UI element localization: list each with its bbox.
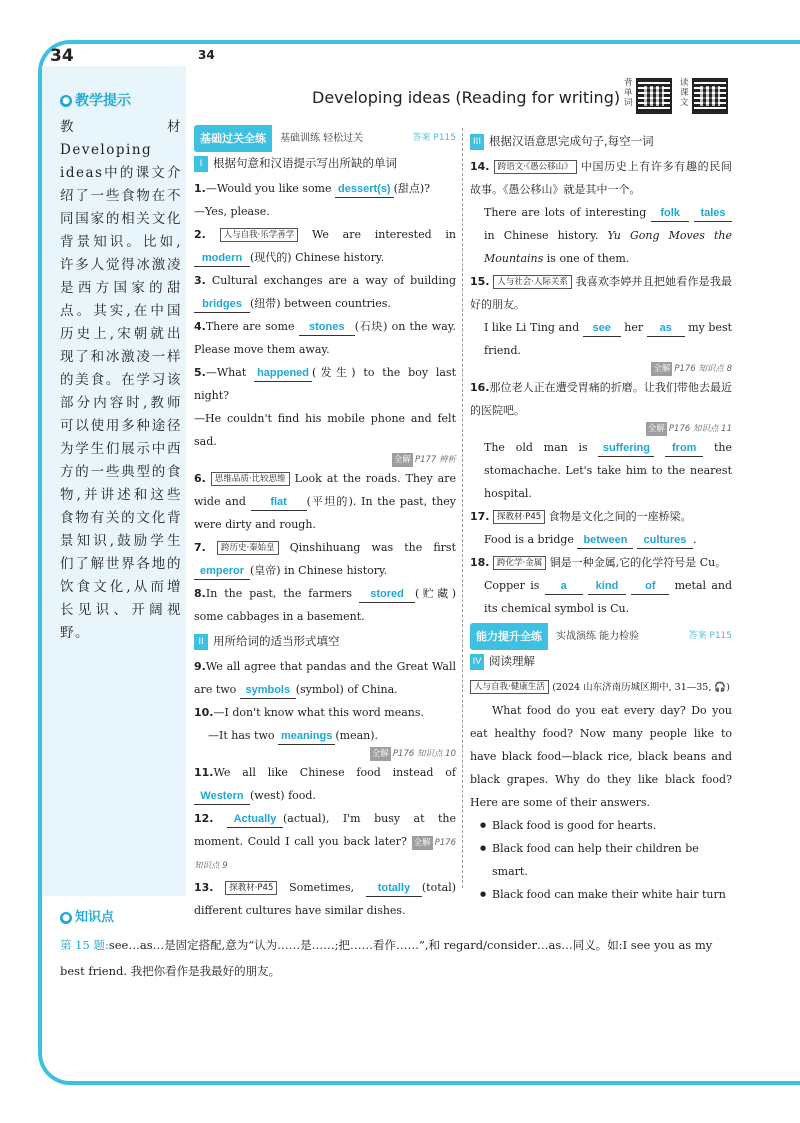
lesson-title: Developing ideas (Reading for writing): [312, 88, 621, 107]
answer-blank[interactable]: kind: [588, 578, 626, 595]
question-10: 10.—I don't know what this word means.: [194, 706, 425, 719]
question-18: 18. 跨化学·金属 铜是一种金属,它的化学符号是 Cu。: [470, 556, 727, 569]
topic-tag: 跨历史·秦始皇: [217, 541, 279, 555]
question-5: 5.—What happened (发生) to the boy last night?: [194, 366, 457, 402]
topic-tag: 人与自我·乐学善学: [220, 228, 299, 242]
left-column: 基础过关全练 基础训练 轻松过关 答案 P115 I 根据句意和汉语提示写出所缺的单词 1.—Would you like some dessert(s) (甜点)? —Yes, please. 2. 人与自我·乐学善学 We are interested in modern (现代的) Chinese history. 3. Cultural exchanges are a way of building bridges (纽带) between countries. 4.There are some stones (石块) on the way. Please move them away. 5.—What happened (发生) to the boy last night? —He couldn't find his mobile phone and felt sad. 全解 P177 辨析 6. 思维品质·比较思维 Look at the roads. They are wide and flat (平坦的). In the past, they were dirty and rough. 7. 跨历史·秦始皇 Qinshihuang was the first emperor (皇帝) in Chinese history. 8.In the past, the farmers stored (贮藏) some cabbages in a basement. II 用所给词的适当形式填空 9.We all agree that pandas and the Great Wall are two symbols (symbol) of China. 10.—I don't know what this word means. —It has two meanings (mean). 全解 P176 知识点 10 11.We all like Chinese food instead of Western (west) food. 12. Actually (actual), I'm busy at the moment. Could I call you back later? 全解 P176 知识点 9 13. 探教材·P45 Sometimes, totally (total) different cultures have similar dishes.: [194, 128, 456, 922]
list-item: ● Black food can make their white hair turn: [470, 883, 732, 906]
reading-source: 人与自我·健康生活 (2024 山东济南历城区期中, 31—35, 🎧): [470, 675, 732, 699]
teaching-tip-text: 教材 Developing ideas中的课文介绍了一些食物在不同国家的相关文化背景知识。比如,许多人觉得冰激凌是西方国家的甜点。其实,在中国历史上,宋朝就出现了和冰激凌一样的美食。在学习该部分内容时,教师可以使用多种途径为学生们展示中西方的一些典型的食物,并讲述和这些食物有关的文化背景知识,鼓励学生们了解世界各地的饮食文化,从而增长见识、开阔视野。: [60, 119, 182, 641]
answer-blank[interactable]: stored: [359, 586, 415, 603]
question-6: 6. 思维品质·比较思维 Look at the roads. They are wide and flat (平坦的). In the past, they were dirty and rough.: [194, 472, 457, 531]
answer-blank[interactable]: see: [583, 320, 621, 337]
section-3-heading: III 根据汉语意思完成句子,每空一词: [470, 130, 732, 153]
question-8: 8.In the past, the farmers stored (贮藏) some cabbages in a basement.: [194, 587, 456, 623]
answer-blank[interactable]: totally: [366, 880, 422, 897]
qr-code-text-icon[interactable]: [692, 78, 728, 114]
question-2: 2. 人与自我·乐学善学 We are interested in modern (现代的) Chinese history.: [194, 223, 456, 269]
knowledge-point-title: ● 知识点: [60, 906, 114, 925]
reference-note: 全解 P176 知识点 11: [647, 424, 732, 434]
answer-blank[interactable]: dessert(s): [335, 181, 394, 198]
qr-label-vocab: 背单词: [624, 78, 633, 108]
answer-blank[interactable]: modern: [194, 250, 250, 267]
answer-blank[interactable]: symbols: [240, 682, 296, 699]
question-13: 13. 探教材·P45 Sometimes, totally (total) different cultures have similar dishes.: [194, 881, 457, 917]
topic-tag: 人与自我·健康生活: [470, 680, 549, 694]
answer-blank[interactable]: meanings: [278, 728, 335, 745]
page-number: 34: [198, 48, 215, 62]
qr-label-text: 读课文: [680, 78, 689, 108]
reference-note: 全解 P176 知识点 9: [194, 838, 456, 871]
topic-tag: 人与社会·人际关系: [493, 275, 572, 289]
topic-tag: 探教材·P45: [493, 510, 545, 524]
answer-blank[interactable]: as: [647, 320, 685, 337]
section-4-heading: IV 阅读理解: [470, 650, 732, 673]
question-1: 1.—Would you like some dessert(s) (甜点)?: [194, 177, 456, 200]
topic-tag: 思维品质·比较思维: [211, 472, 290, 486]
answer-blank[interactable]: emperor: [194, 563, 250, 580]
question-16: 16.那位老人正在遭受胃痛的折磨。让我们带他去最近的医院吧。: [470, 381, 732, 417]
question-17: 17. 探教材·P45 食物是文化之间的一座桥梁。: [470, 510, 692, 523]
answer-blank[interactable]: tales: [694, 205, 732, 222]
reference-note: 全解 P177 辨析: [393, 455, 456, 465]
answer-blank[interactable]: happened: [254, 365, 312, 382]
question-11: 11.We all like Chinese food instead of Western (west) food.: [194, 761, 456, 807]
knowledge-point-text: 第 15 题:see…as…是固定搭配,意为“认为……是……;把……看作……”,和 regard/consider…as…同义。如:I see you as my best friend. 我把你看作是我最好的朋友。: [60, 938, 713, 978]
reference-note: 全解 P176 知识点 10: [371, 749, 456, 759]
answer-blank[interactable]: of: [631, 578, 669, 595]
question-3: 3. Cultural exchanges are a way of building bridges (纽带) between countries.: [194, 269, 456, 315]
question-7: 7. 跨历史·秦始皇 Qinshihuang was the first emperor (皇帝) in Chinese history.: [194, 536, 456, 582]
answer-blank[interactable]: flat: [251, 494, 307, 511]
topic-tag: 跨化学·金属: [493, 556, 546, 570]
question-12: 12. Actually (actual), I'm busy at the moment. Could I call you back later? 全解 P176 知识点 9: [194, 812, 456, 871]
answer-blank[interactable]: stones: [299, 319, 355, 336]
tip-icon: ●: [60, 95, 72, 107]
right-column: III 根据汉语意思完成句子,每空一词 14. 跨语文·《愚公移山》 中国历史上有许多有趣的民间故事。《愚公移山》就是其中一个。 There are lots of interesting folk tales in Chinese history. Yu Gong Moves the Mountains is one of them. 15. 人与社会·人际关系 我喜欢李婷并且把她看作是我最好的朋友。 I like Li Ting and see her as my best friend. 全解 P176 知识点 8 16.那位老人正在遭受胃痛的折磨。让我们带他去最近的医院吧。 全解 P176 知识点 11 The old man is suffering from the stomachache. Let's take him to the nearest hospital. 17. 探教材·P45 食物是文化之间的一座桥梁。 Food is a bridge between cultures . 18. 跨化学·金属 铜是一种金属,它的化学符号是 Cu。 Copper is a kind of metal and its chemical symbol is Cu. 能力提升全练 实战演练 能力检验 答案 P115 IV 阅读理解 人与自我·健康生活 (2024 山东济南历城区期中, 31—35, 🎧) What food do you eat every day? Do you eat healthy food? Now many people like to have black food—black rice, black beans and black grapes. Why do they like black food? Here are some of their answers. ● Black food is good for hearts. ● Black food can help their children be smart. ● Black food can make their white hair turn: [470, 128, 732, 906]
answer-blank[interactable]: folk: [651, 205, 689, 222]
list-item: ● Black food is good for hearts.: [470, 814, 732, 837]
answer-blank[interactable]: Western: [194, 788, 250, 805]
answer-blank[interactable]: between: [577, 532, 633, 549]
answer-blank[interactable]: a: [545, 578, 583, 595]
side-page-number: 34: [50, 46, 74, 66]
question-9: 9.We all agree that pandas and the Great Wall are two symbols (symbol) of China.: [194, 655, 456, 701]
answer-blank[interactable]: Actually: [227, 811, 283, 828]
topic-tag: 跨语文·《愚公移山》: [494, 160, 577, 174]
question-4: 4.There are some stones (石块) on the way. Please move them away.: [194, 320, 456, 356]
list-item: ● Black food can help their children be smart.: [470, 837, 732, 883]
answer-blank[interactable]: bridges: [194, 296, 250, 313]
teaching-tip-title: ● 教学提示: [60, 90, 131, 110]
section-1-heading: I 根据句意和汉语提示写出所缺的单词: [194, 152, 456, 175]
knowledge-icon: ●: [60, 912, 72, 924]
qr-code-vocab-icon[interactable]: [636, 78, 672, 114]
answer-blank[interactable]: suffering: [598, 440, 654, 457]
reference-note: 全解 P176 知识点 8: [653, 364, 732, 374]
answer-blank[interactable]: from: [665, 440, 703, 457]
answer-blank[interactable]: cultures: [637, 532, 693, 549]
reading-paragraph: What food do you eat every day? Do you eat healthy food? Now many people like to have black food—black rice, black beans and black grapes. Why do they like black food? Here are some of their answers.: [470, 704, 732, 809]
ability-banner: 能力提升全练 实战演练 能力检验 答案 P115: [470, 626, 732, 646]
basic-banner: 基础过关全练 基础训练 轻松过关 答案 P115: [194, 128, 456, 148]
column-divider: [462, 128, 463, 888]
section-2-heading: II 用所给词的适当形式填空: [194, 630, 456, 653]
question-15: 15. 人与社会·人际关系 我喜欢李婷并且把她看作是我最好的朋友。: [470, 275, 733, 311]
question-14: 14. 跨语文·《愚公移山》 中国历史上有许多有趣的民间故事。《愚公移山》就是其中一个。: [470, 160, 733, 196]
topic-tag: 探教材·P45: [225, 881, 277, 895]
